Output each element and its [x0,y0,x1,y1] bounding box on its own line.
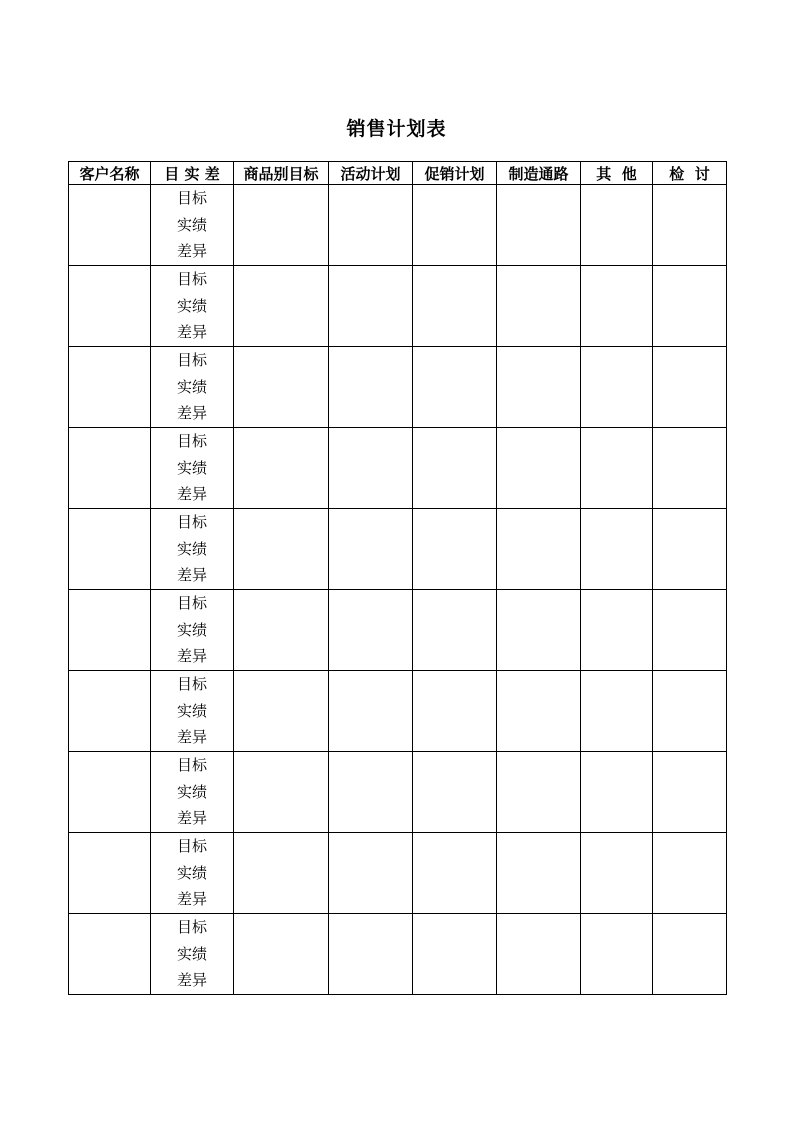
promotion-plan-cell[interactable] [413,833,497,914]
metric-label-cell [151,266,234,347]
table-body [69,185,727,995]
metric-label-stack [151,347,233,427]
metric-actual-label: 实绩 [176,701,207,720]
metric-label-stack [151,185,233,265]
table-row [69,671,727,752]
activity-plan-cell[interactable] [329,347,413,428]
activity-plan-cell[interactable] [329,752,413,833]
product-target-cell[interactable] [234,347,329,428]
metric-label-cell [151,509,234,590]
product-target-cell[interactable] [234,185,329,266]
metric-difference-label: 差异 [176,404,207,423]
activity-plan-cell[interactable] [329,266,413,347]
product-target-cell[interactable] [234,833,329,914]
activity-plan-cell[interactable] [329,914,413,995]
product-target-cell[interactable] [234,914,329,995]
metric-label-stack [151,671,233,751]
header-promotion-plan: 促销计划 [413,162,497,185]
metric-label-stack [151,833,233,913]
activity-plan-cell[interactable] [329,671,413,752]
promotion-plan-cell[interactable] [413,914,497,995]
metric-actual-label: 实绩 [176,944,207,963]
metric-label-stack [151,428,233,508]
table-row [69,266,727,347]
channel-cell[interactable] [497,914,581,995]
product-target-cell[interactable] [234,266,329,347]
metric-difference-label: 差异 [176,647,207,666]
other-cell[interactable] [581,185,653,266]
channel-cell[interactable] [497,590,581,671]
metric-target-label: 目标 [176,351,207,370]
review-cell[interactable] [653,914,727,995]
table-row [69,752,727,833]
header-row [69,162,727,185]
customer-name-cell[interactable] [69,185,151,266]
review-cell[interactable] [653,590,727,671]
metric-actual-label: 实绩 [176,782,207,801]
metric-actual-label: 实绩 [176,377,207,396]
header-other: 其 他 [581,162,653,185]
product-target-cell[interactable] [234,671,329,752]
channel-cell[interactable] [497,266,581,347]
promotion-plan-cell[interactable] [413,590,497,671]
product-target-cell[interactable] [234,752,329,833]
channel-cell[interactable] [497,671,581,752]
metric-actual-label: 实绩 [176,215,207,234]
table-row [69,347,727,428]
metric-difference-label: 差异 [176,566,207,585]
metric-target-label: 目标 [176,270,207,289]
customer-name-cell[interactable] [69,590,151,671]
review-cell[interactable] [653,671,727,752]
table-row [69,590,727,671]
other-cell[interactable] [581,914,653,995]
metric-target-label: 目标 [176,432,207,451]
metric-label-stack [151,266,233,346]
other-cell[interactable] [581,266,653,347]
review-cell[interactable] [653,833,727,914]
other-cell[interactable] [581,428,653,509]
table-row [69,833,727,914]
header-target-actual-diff: 目 实 差 [151,162,234,185]
metric-difference-label: 差异 [176,485,207,504]
product-target-cell[interactable] [234,428,329,509]
metric-label-cell [151,428,234,509]
review-cell[interactable] [653,509,727,590]
review-cell[interactable] [653,752,727,833]
review-cell[interactable] [653,347,727,428]
channel-cell[interactable] [497,509,581,590]
metric-target-label: 目标 [176,513,207,532]
metric-target-label: 目标 [176,675,207,694]
metric-label-cell [151,347,234,428]
metric-target-label: 目标 [176,756,207,775]
product-target-cell[interactable] [234,509,329,590]
customer-name-cell[interactable] [69,266,151,347]
metric-actual-label: 实绩 [176,620,207,639]
review-cell[interactable] [653,428,727,509]
channel-cell[interactable] [497,185,581,266]
activity-plan-cell[interactable] [329,185,413,266]
table-row [69,428,727,509]
review-cell[interactable] [653,266,727,347]
channel-cell[interactable] [497,428,581,509]
activity-plan-cell[interactable] [329,428,413,509]
customer-name-cell[interactable] [69,509,151,590]
metric-target-label: 目标 [176,189,207,208]
metric-target-label: 目标 [176,837,207,856]
promotion-plan-cell[interactable] [413,428,497,509]
metric-actual-label: 实绩 [176,458,207,477]
promotion-plan-cell[interactable] [413,509,497,590]
other-cell[interactable] [581,509,653,590]
customer-name-cell[interactable] [69,833,151,914]
metric-label-cell [151,671,234,752]
metric-label-cell [151,590,234,671]
table-row [69,185,727,266]
channel-cell[interactable] [497,347,581,428]
metric-actual-label: 实绩 [176,296,207,315]
metric-label-stack [151,752,233,832]
header-review: 检 讨 [653,162,727,185]
promotion-plan-cell[interactable] [413,185,497,266]
table-row [69,509,727,590]
promotion-plan-cell[interactable] [413,752,497,833]
customer-name-cell[interactable] [69,671,151,752]
sales-plan-table [68,161,727,995]
metric-difference-label: 差异 [176,242,207,261]
activity-plan-cell[interactable] [329,833,413,914]
metric-difference-label: 差异 [176,323,207,342]
metric-label-stack [151,914,233,994]
metric-target-label: 目标 [176,918,207,937]
table-row [69,914,727,995]
document-title: 销售计划表 [346,118,447,140]
activity-plan-cell[interactable] [329,590,413,671]
metric-target-label: 目标 [176,594,207,613]
customer-name-cell[interactable] [69,347,151,428]
metric-label-cell [151,185,234,266]
other-cell[interactable] [581,833,653,914]
header-channel: 制造通路 [497,162,581,185]
metric-difference-label: 差异 [176,728,207,747]
customer-name-cell[interactable] [69,428,151,509]
metric-actual-label: 实绩 [176,863,207,882]
metric-difference-label: 差异 [176,890,207,909]
other-cell[interactable] [581,590,653,671]
other-cell[interactable] [581,347,653,428]
other-cell[interactable] [581,671,653,752]
metric-label-stack [151,590,233,670]
metric-label-cell [151,914,234,995]
customer-name-cell[interactable] [69,914,151,995]
metric-difference-label: 差异 [176,809,207,828]
activity-plan-cell[interactable] [329,509,413,590]
customer-name-cell[interactable] [69,752,151,833]
header-customer-name: 客户名称 [69,162,151,185]
product-target-cell[interactable] [234,590,329,671]
metric-label-cell [151,833,234,914]
other-cell[interactable] [581,752,653,833]
header-activity-plan: 活动计划 [329,162,413,185]
metric-label-cell [151,752,234,833]
header-product-target: 商品别目标 [234,162,329,185]
metric-label-stack [151,509,233,589]
promotion-plan-cell[interactable] [413,671,497,752]
promotion-plan-cell[interactable] [413,266,497,347]
promotion-plan-cell[interactable] [413,347,497,428]
metric-difference-label: 差异 [176,971,207,990]
metric-actual-label: 实绩 [176,539,207,558]
channel-cell[interactable] [497,833,581,914]
channel-cell[interactable] [497,752,581,833]
review-cell[interactable] [653,185,727,266]
